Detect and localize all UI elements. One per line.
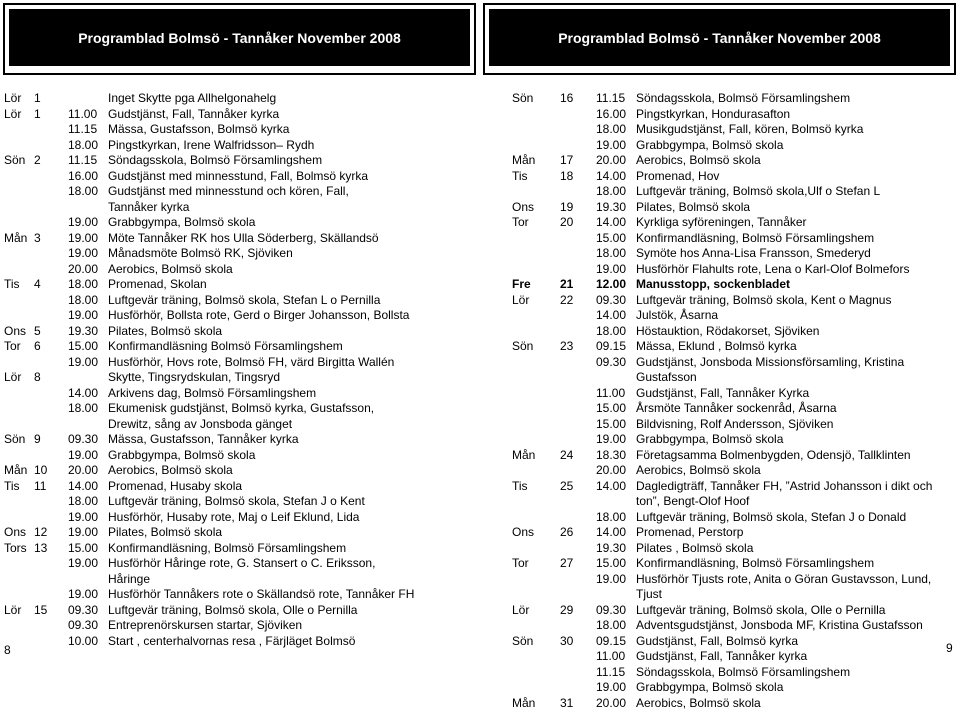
schedule-row [4, 510, 474, 526]
row-time: 18.00 [596, 324, 626, 340]
row-text: Konfirmandläsning Bolmsö Församlingshem [108, 339, 343, 355]
row-time: 19.00 [68, 587, 98, 603]
schedule-row [4, 324, 474, 340]
schedule-row [4, 386, 474, 402]
row-date: 11 [34, 479, 46, 495]
row-date: 23 [560, 339, 573, 355]
schedule-row [512, 184, 952, 200]
row-day: Ons [512, 525, 534, 541]
row-time: 15.00 [596, 231, 626, 247]
schedule-row [512, 432, 952, 448]
row-text: Grabbgympa, Bolmsö skola [108, 215, 255, 231]
left-page [0, 0, 479, 661]
schedule-row [512, 541, 952, 557]
schedule-row [512, 246, 952, 262]
schedule-row [512, 324, 952, 340]
row-time: 12.00 [596, 277, 626, 293]
row-day: Sön [512, 91, 533, 107]
row-date: 18 [560, 169, 573, 185]
row-text: Grabbgympa, Bolmsö skola [636, 680, 783, 696]
row-day: Mån [512, 448, 535, 464]
row-text: Adventsgudstjänst, Jonsboda MF, Kristina Gustafsson [636, 618, 923, 634]
row-time: 09.30 [68, 618, 98, 634]
row-time: 14.00 [596, 479, 626, 495]
schedule-row [4, 215, 474, 231]
row-day: Tis [512, 479, 528, 495]
schedule-row [512, 618, 952, 634]
left-schedule [4, 91, 474, 649]
row-text: Husförhör, Hovs rote, Bolmsö FH, värd Birgitta Wallén [108, 355, 394, 371]
row-text: Julstök, Åsarna [636, 308, 718, 324]
row-text: Promenad, Perstorp [636, 525, 743, 541]
row-text: Promenad, Hov [636, 169, 719, 185]
row-text: Gudstjänst, Fall, Tannåker kyrka [636, 649, 807, 665]
left-banner-title: Programblad Bolmsö - Tannåker November 2008 [78, 30, 401, 46]
schedule-row [512, 401, 952, 417]
row-text: Entreprenörskursen startar, Sjöviken [108, 618, 302, 634]
schedule-row [512, 634, 952, 650]
row-date: 1 [34, 107, 41, 123]
schedule-row [512, 386, 952, 402]
row-time: 16.00 [68, 169, 98, 185]
row-text: Luftgevär träning, Bolmsö skola, Stefan J o Kent [108, 494, 365, 510]
row-time: 11.00 [68, 107, 97, 123]
schedule-row [4, 277, 474, 293]
row-text: Söndagsskola, Bolmsö Församlingshem [636, 91, 850, 107]
row-text: Drewitz, sång av Jonsboda gänget [108, 417, 292, 433]
row-day: Lör [4, 107, 21, 123]
row-day: Ons [4, 525, 26, 541]
schedule-row [512, 572, 952, 588]
row-text: Möte Tannåker RK hos Ulla Söderberg, Skällandsö [108, 231, 379, 247]
row-day: Sön [512, 634, 533, 650]
row-time: 19.00 [68, 525, 98, 541]
schedule-row [512, 665, 952, 681]
row-time: 15.00 [596, 401, 626, 417]
row-text: Husförhör Tannåkers rote o Skällandsö rote, Tannåker FH [108, 587, 414, 603]
row-date: 26 [560, 525, 573, 541]
row-text: Promenad, Skolan [108, 277, 207, 293]
row-time: 11.00 [596, 649, 625, 665]
schedule-row [4, 184, 474, 200]
row-day: Tors [4, 541, 27, 557]
schedule-row [4, 603, 474, 619]
row-day: Lör [512, 603, 529, 619]
row-time: 18.00 [596, 184, 626, 200]
row-day: Tor [512, 215, 529, 231]
row-date: 20 [560, 215, 573, 231]
row-text: Aerobics, Bolmsö skola [636, 463, 761, 479]
row-text: Gudstjänst, Jonsboda Missionsförsamling, Kristina [636, 355, 904, 371]
schedule-row [512, 370, 952, 386]
row-time: 10.00 [68, 634, 98, 650]
schedule-row [4, 556, 474, 572]
schedule-row [512, 680, 952, 696]
row-text: Symöte hos Anna-Lisa Fransson, Smederyd [636, 246, 871, 262]
row-time: 20.00 [596, 463, 626, 479]
row-day: Tis [4, 277, 20, 293]
row-day: Mån [4, 231, 27, 247]
row-text: Gudstjänst, Fall, Tannåker kyrka [108, 107, 279, 123]
schedule-row [512, 479, 952, 495]
schedule-row [512, 262, 952, 278]
schedule-row [512, 122, 952, 138]
schedule-row [4, 463, 474, 479]
row-time: 14.00 [596, 215, 626, 231]
row-time: 15.00 [68, 339, 98, 355]
row-time: 18.00 [68, 277, 98, 293]
schedule-row [4, 91, 474, 107]
row-time: 14.00 [68, 386, 98, 402]
schedule-row [4, 634, 474, 650]
row-time: 09.30 [68, 603, 98, 619]
row-time: 18.00 [68, 401, 98, 417]
row-text: Kyrkliga syföreningen, Tannåker [636, 215, 807, 231]
row-day: Tor [4, 339, 21, 355]
schedule-row [4, 339, 474, 355]
row-time: 19.30 [596, 541, 626, 557]
left-page-number: 8 [4, 643, 11, 657]
row-text: Bildvisning, Rolf Andersson, Sjöviken [636, 417, 833, 433]
row-time: 11.15 [596, 665, 625, 681]
row-time: 11.00 [596, 386, 625, 402]
row-text: Företagsamma Bolmenbygden, Odensjö, Tallklinten [636, 448, 911, 464]
row-date: 3 [34, 231, 41, 247]
row-text: Pingstkyrkan, Irene Walfridsson– Rydh [108, 138, 314, 154]
row-text: Husförhör Flahults rote, Lena o Karl-Olof Bolmefors [636, 262, 909, 278]
row-date: 12 [34, 525, 47, 541]
schedule-row [512, 138, 952, 154]
row-time: 14.00 [68, 479, 98, 495]
row-day: Mån [512, 696, 535, 711]
row-text: Söndagsskola, Bolmsö Församlingshem [108, 153, 322, 169]
row-date: 6 [34, 339, 41, 355]
row-text: Arkivens dag, Bolmsö Församlingshem [108, 386, 316, 402]
row-time: 09.30 [68, 432, 98, 448]
schedule-row [512, 91, 952, 107]
row-text: Håringe [108, 572, 150, 588]
schedule-row [512, 169, 952, 185]
row-text: Aerobics, Bolmsö skola [108, 463, 233, 479]
row-text: Inget Skytte pga Allhelgonahelg [108, 91, 276, 107]
row-date: 29 [560, 603, 573, 619]
row-text: Konfirmandläsning, Bolmsö Församlingshem [636, 556, 874, 572]
schedule-row [512, 556, 952, 572]
schedule-row [512, 153, 952, 169]
row-date: 9 [34, 432, 41, 448]
row-text: Skytte, Tingsrydskulan, Tingsryd [108, 370, 280, 386]
row-date: 10 [34, 463, 47, 479]
schedule-row [512, 587, 952, 603]
row-text: Tjust [636, 587, 662, 603]
schedule-row [4, 231, 474, 247]
row-time: 19.00 [68, 246, 98, 262]
row-time: 19.00 [596, 432, 626, 448]
row-time: 18.00 [68, 138, 98, 154]
schedule-row [4, 122, 474, 138]
row-time: 19.00 [68, 355, 98, 371]
schedule-row [4, 370, 474, 386]
row-date: 1 [34, 91, 41, 107]
schedule-row [4, 417, 474, 433]
schedule-row [4, 541, 474, 557]
schedule-row [512, 293, 952, 309]
schedule-row [4, 618, 474, 634]
row-date: 31 [560, 696, 573, 711]
row-time: 19.00 [68, 308, 98, 324]
row-text: Grabbgympa, Bolmsö skola [108, 448, 255, 464]
right-page-number: 9 [946, 641, 953, 655]
schedule-row [4, 107, 474, 123]
schedule-row [512, 355, 952, 371]
row-day: Ons [4, 324, 26, 340]
row-day: Tor [512, 556, 529, 572]
row-text: Mässa, Eklund , Bolmsö kyrka [636, 339, 797, 355]
row-date: 13 [34, 541, 47, 557]
row-text: Månadsmöte Bolmsö RK, Sjöviken [108, 246, 293, 262]
row-time: 14.00 [596, 525, 626, 541]
row-text: Mässa, Gustafsson, Bolmsö kyrka [108, 122, 289, 138]
row-day: Lör [512, 293, 529, 309]
row-time: 18.00 [68, 184, 98, 200]
row-date: 25 [560, 479, 573, 495]
schedule-row [4, 401, 474, 417]
schedule-row [512, 494, 952, 510]
row-date: 30 [560, 634, 573, 650]
row-day: Lör [4, 91, 21, 107]
row-date: 22 [560, 293, 573, 309]
right-banner-bar [489, 9, 950, 66]
schedule-row [4, 479, 474, 495]
schedule-row [4, 308, 474, 324]
row-day: Mån [512, 153, 535, 169]
row-text: Aerobics, Bolmsö skola [636, 153, 761, 169]
row-time: 09.15 [596, 339, 626, 355]
right-page [480, 0, 959, 661]
schedule-row [4, 246, 474, 262]
schedule-row [4, 293, 474, 309]
row-text: Grabbgympa, Bolmsö skola [636, 138, 783, 154]
row-date: 21 [560, 277, 573, 293]
row-time: 20.00 [68, 262, 98, 278]
row-text: Pilates, Bolmsö skola [108, 324, 222, 340]
row-text: Husförhör, Bollsta rote, Gerd o Birger Johansson, Bollsta [108, 308, 409, 324]
schedule-row [512, 649, 952, 665]
row-time: 19.00 [596, 138, 626, 154]
row-time: 19.00 [68, 556, 98, 572]
row-date: 19 [560, 200, 573, 216]
row-time: 14.00 [596, 169, 626, 185]
schedule-row [512, 417, 952, 433]
row-text: Gustafsson [636, 370, 697, 386]
row-time: 11.15 [68, 153, 97, 169]
schedule-row [4, 200, 474, 216]
schedule-row [512, 463, 952, 479]
row-date: 2 [34, 153, 41, 169]
row-text: Mässa, Gustafsson, Tannåker kyrka [108, 432, 299, 448]
schedule-row [512, 448, 952, 464]
row-time: 18.00 [596, 618, 626, 634]
row-text: Luftgevär träning, Bolmsö skola, Kent o Magnus [636, 293, 891, 309]
row-time: 19.00 [68, 510, 98, 526]
schedule-row [4, 448, 474, 464]
row-time: 20.00 [596, 696, 626, 711]
row-text: Luftgevär träning, Bolmsö skola, Stefan L o Pernilla [108, 293, 380, 309]
schedule-row [4, 587, 474, 603]
row-time: 20.00 [596, 153, 626, 169]
left-banner [3, 3, 476, 75]
row-time: 15.00 [68, 541, 98, 557]
row-day: Sön [4, 153, 25, 169]
row-day: Lör [4, 603, 21, 619]
row-text: Pilates, Bolmsö skola [636, 200, 750, 216]
row-time: 14.00 [596, 308, 626, 324]
row-time: 09.30 [596, 603, 626, 619]
row-time: 19.00 [68, 448, 98, 464]
row-text: Ekumenisk gudstjänst, Bolmsö kyrka, Gustafsson, [108, 401, 374, 417]
row-time: 19.00 [596, 572, 626, 588]
row-time: 18.00 [596, 246, 626, 262]
row-text: ton”, Bengt-Olof Hoof [636, 494, 749, 510]
row-text: Grabbgympa, Bolmsö skola [636, 432, 783, 448]
row-time: 18.00 [68, 293, 98, 309]
row-time: 15.00 [596, 556, 626, 572]
schedule-row [4, 153, 474, 169]
row-time: 19.00 [596, 262, 626, 278]
row-time: 18.00 [596, 510, 626, 526]
row-day: Mån [4, 463, 27, 479]
row-time: 16.00 [596, 107, 626, 123]
schedule-row [512, 603, 952, 619]
row-date: 16 [560, 91, 573, 107]
row-text: Dagledigträff, Tannåker FH, ”Astrid Johansson i dikt och [636, 479, 932, 495]
left-banner-bar [9, 9, 470, 66]
schedule-row [512, 339, 952, 355]
row-time: 19.30 [596, 200, 626, 216]
row-text: Konfirmandläsning, Bolmsö Församlingshem [108, 541, 346, 557]
schedule-row [4, 525, 474, 541]
row-time: 18.00 [68, 494, 98, 510]
row-time: 18.30 [596, 448, 626, 464]
row-text: Musikgudstjänst, Fall, kören, Bolmsö kyrka [636, 122, 863, 138]
row-text: Luftgevär träning, Bolmsö skola, Olle o Pernilla [108, 603, 357, 619]
schedule-row [4, 355, 474, 371]
row-day: Tis [512, 169, 528, 185]
row-time: 19.00 [68, 231, 98, 247]
row-text: Pilates , Bolmsö skola [636, 541, 753, 557]
row-text: Konfirmandläsning, Bolmsö Församlingshem [636, 231, 874, 247]
row-day: Ons [512, 200, 534, 216]
row-text: Husförhör Tjusts rote, Anita o Göran Gustavsson, Lund, [636, 572, 931, 588]
right-banner [483, 3, 956, 75]
row-day: Sön [512, 339, 533, 355]
schedule-row [512, 107, 952, 123]
row-text: Tannåker kyrka [108, 200, 189, 216]
row-date: 8 [34, 370, 41, 386]
row-text: Luftgevär träning, Bolmsö skola,Ulf o Stefan L [636, 184, 880, 200]
row-text: Söndagsskola, Bolmsö Församlingshem [636, 665, 850, 681]
row-date: 5 [34, 324, 41, 340]
row-time: 19.30 [68, 324, 98, 340]
schedule-row [512, 308, 952, 324]
row-day: Fre [512, 277, 531, 293]
row-text: Gudstjänst med minnesstund och kören, Fall, [108, 184, 349, 200]
row-day: Lör [4, 370, 21, 386]
row-text: Gudstjänst, Fall, Tannåker Kyrka [636, 386, 809, 402]
schedule-row [4, 262, 474, 278]
right-banner-title: Programblad Bolmsö - Tannåker November 2008 [558, 30, 881, 46]
row-text: Husförhör, Husaby rote, Maj o Leif Eklund, Lida [108, 510, 359, 526]
schedule-row [512, 696, 952, 711]
row-date: 15 [34, 603, 47, 619]
row-text: Höstauktion, Rödakorset, Sjöviken [636, 324, 819, 340]
row-text: Promenad, Husaby skola [108, 479, 242, 495]
schedule-row [512, 277, 952, 293]
row-time: 09.30 [596, 293, 626, 309]
row-text: Manusstopp, sockenbladet [636, 277, 790, 293]
row-time: 15.00 [596, 417, 626, 433]
row-time: 09.30 [596, 355, 626, 371]
row-text: Gudstjänst, Fall, Bolmsö kyrka [636, 634, 798, 650]
schedule-row [512, 510, 952, 526]
row-text: Årsmöte Tannåker sockenråd, Åsarna [636, 401, 837, 417]
right-schedule [512, 91, 952, 711]
row-text: Start , centerhalvornas resa , Färjläget Bolmsö [108, 634, 355, 650]
row-date: 4 [34, 277, 41, 293]
row-text: Pilates, Bolmsö skola [108, 525, 222, 541]
schedule-row [4, 169, 474, 185]
schedule-row [4, 572, 474, 588]
row-time: 18.00 [596, 122, 626, 138]
schedule-row [4, 494, 474, 510]
row-text: Luftgevär träning, Bolmsö skola, Stefan J o Donald [636, 510, 906, 526]
schedule-row [4, 432, 474, 448]
row-time: 11.15 [68, 122, 97, 138]
row-text: Luftgevär träning, Bolmsö skola, Olle o Pernilla [636, 603, 885, 619]
row-day: Tis [4, 479, 20, 495]
schedule-row [512, 231, 952, 247]
schedule-row [512, 525, 952, 541]
schedule-row [4, 138, 474, 154]
row-date: 17 [560, 153, 573, 169]
row-day: Sön [4, 432, 25, 448]
row-time: 19.00 [596, 680, 626, 696]
row-time: 11.15 [596, 91, 625, 107]
row-date: 24 [560, 448, 573, 464]
row-time: 09.15 [596, 634, 626, 650]
row-text: Aerobics, Bolmsö skola [108, 262, 233, 278]
schedule-row [512, 200, 952, 216]
row-text: Gudstjänst med minnesstund, Fall, Bolmsö kyrka [108, 169, 368, 185]
row-text: Husförhör Håringe rote, G. Stansert o C. Eriksson, [108, 556, 375, 572]
row-text: Pingstkyrkan, Hondurasafton [636, 107, 790, 123]
schedule-row [512, 215, 952, 231]
row-date: 27 [560, 556, 573, 572]
row-text: Aerobics, Bolmsö skola [636, 696, 761, 711]
row-time: 19.00 [68, 215, 98, 231]
row-time: 20.00 [68, 463, 98, 479]
